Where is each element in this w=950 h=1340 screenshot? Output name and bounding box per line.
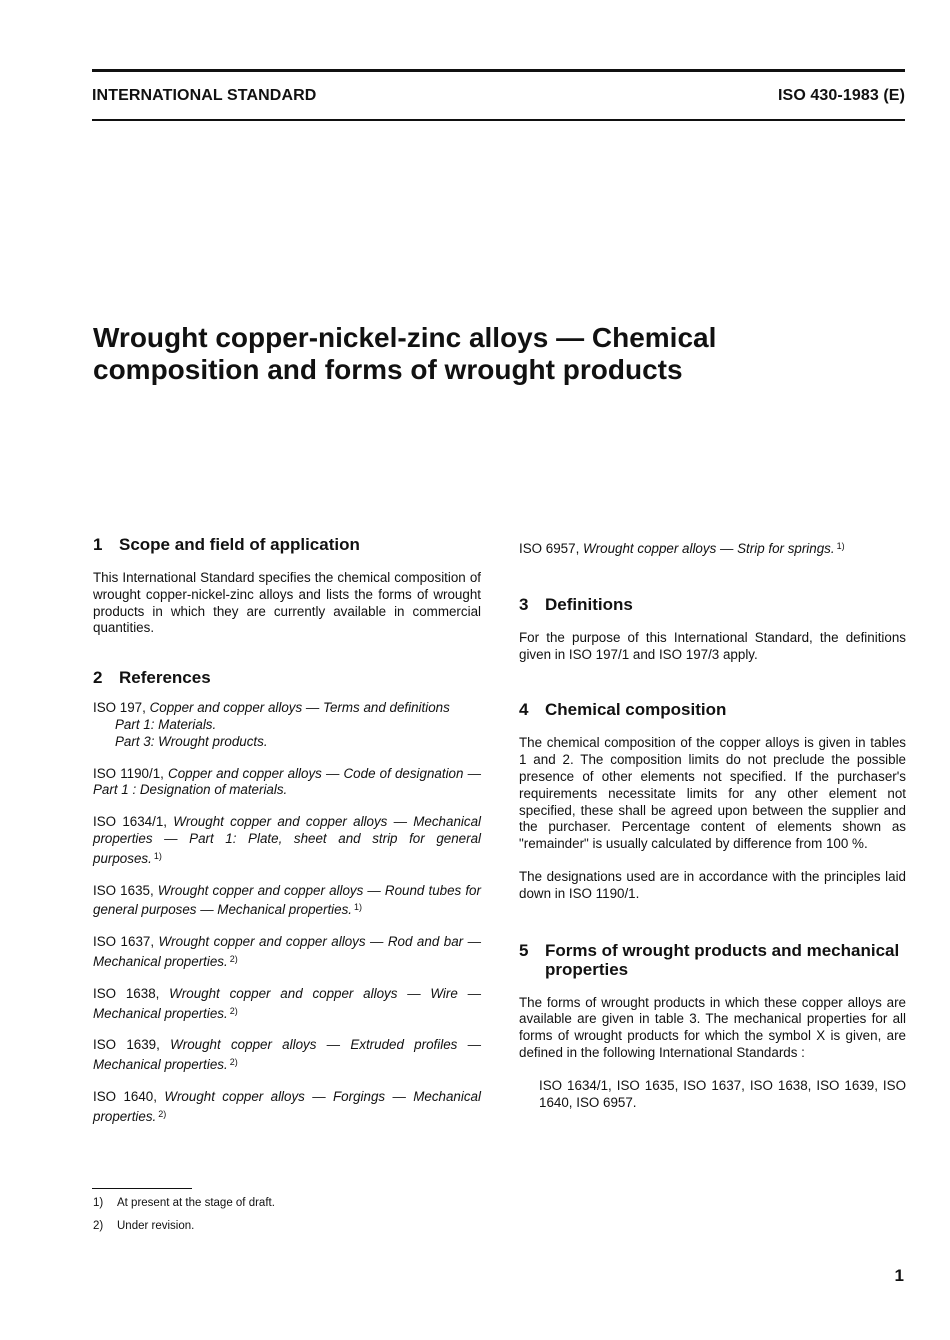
right-column: [519, 535, 906, 1111]
header-top-rule: [92, 69, 905, 72]
left-column: [93, 535, 481, 1126]
page-title: [93, 322, 853, 386]
reference-item: ISO 1640, Wrought copper alloys — Forgings — Mechanical properties. $^{2)}$: [93, 1088, 481, 1124]
reference-item: ISO 197, Copper and copper alloys — Terms and definitions Part 1: Materials. Part 3: Wrought products.: [93, 700, 450, 749]
footnote-rule: [92, 1188, 192, 1189]
standards-list: ISO 1634/1, ISO 1635, ISO 1637, ISO 1638, ISO 1639, ISO 1640, ISO 6957.: [539, 1077, 906, 1110]
section-5-body: The forms of wrought products in which these copper alloys are available are given in table 3. The mechanical properties for all forms of wrought products for which the symbol X is given, are defined in the following International Standards :: [519, 994, 906, 1060]
reference-item: ISO 1638, Wrought copper and copper alloys — Wire — Mechanical properties. $^{2)}$: [93, 985, 481, 1021]
section-4-heading: 4 Chemical composition: [519, 700, 727, 720]
page-number: 1: [894, 1266, 904, 1285]
reference-item: ISO 6957, Wrought copper alloys — Strip for springs. $^{1)}$: [519, 541, 845, 556]
reference-item: ISO 1635, Wrought copper and copper alloys — Round tubes for general purposes — Mechanical properties. $^{1)}$: [93, 882, 481, 918]
reference-item: ISO 1190/1, Copper and copper alloys — Code of designation — Part 1 : Designation of materials.: [93, 765, 481, 798]
reference-item: ISO 1639, Wrought copper alloys — Extruded profiles — Mechanical properties. $^{2)}$: [93, 1037, 481, 1073]
title-line-2: composition and forms of wrought products: [93, 354, 683, 385]
header-document-number: ISO 430-1983 (E): [778, 87, 905, 104]
header-standard-type: INTERNATIONAL STANDARD: [92, 87, 317, 104]
section-5-heading: 5 Forms of wrought products and mechanical properties: [519, 940, 900, 979]
section-4-body: The chemical composition of the copper alloys is given in tables 1 and 2. The composition limits do not preclude the possible presence of other elements not specified. If the purchaser's requirements necessitate limits for any other element not specified, these shall be agreed upon between the supplier and the purchaser. Percentage content of elements shown as "remainder" is usually calculated by difference from 100 %.: [519, 735, 906, 852]
footnote-1: 1) At present at the stage of draft.: [93, 1197, 275, 1209]
reference-item: ISO 1634/1, Wrought copper and copper alloys — Mechanical properties — Part 1: Plate, sheet and strip for general purposes. $^{1)}$: [93, 814, 481, 866]
reference-item: ISO 1637, Wrought copper and copper alloys — Rod and bar — Mechanical properties. $^{2)}$: [93, 934, 481, 969]
section-4-body-designations: The designations used are in accordance with the principles laid down in ISO 1190/1.: [519, 868, 906, 901]
section-3-heading: 3 Definitions: [519, 594, 633, 614]
section-1-body: This International Standard specifies the chemical composition of wrought copper-nickel-zinc alloys and lists the forms of wrought products in which they are currently available in commercial quantities.: [93, 570, 481, 636]
section-3-body: For the purpose of this International Standard, the definitions given in ISO 197/1 and ISO 197/3 apply.: [519, 629, 906, 662]
header-bottom-rule: [92, 119, 905, 121]
footnote-2: 2) Under revision.: [93, 1220, 195, 1232]
section-2-heading: 2 References: [93, 668, 211, 688]
section-1-heading: 1 Scope and field of application: [93, 535, 360, 554]
title-line-1: Wrought copper-nickel-zinc alloys — Chemical: [93, 322, 717, 353]
